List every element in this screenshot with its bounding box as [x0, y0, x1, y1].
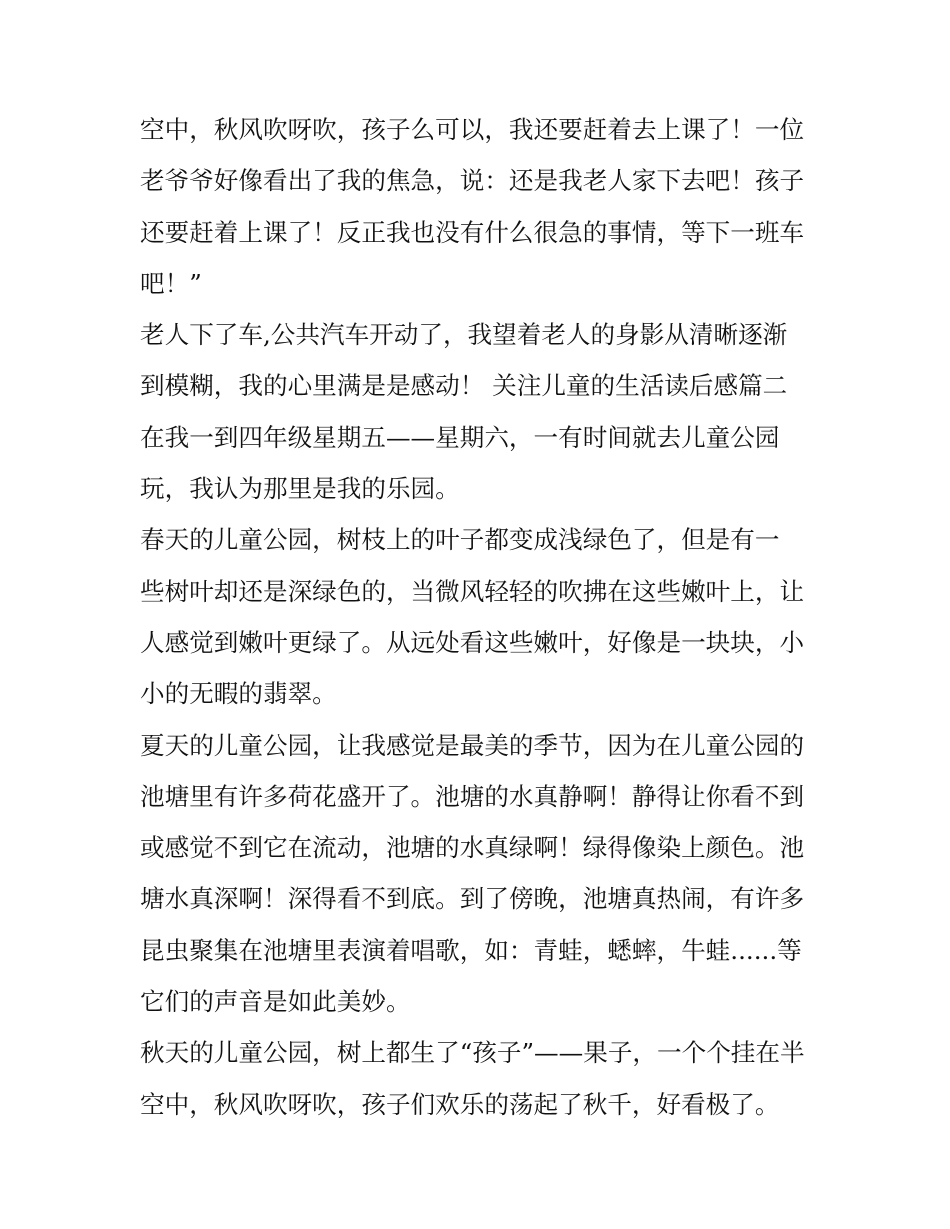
text-line: 还要赶着上课了！反正我也没有什么很急的事情，等下一班车 — [140, 217, 805, 247]
body-text — [140, 104, 820, 1130]
text-line: 些树叶却还是深绿色的，当微风轻轻的吹拂在这些嫩叶上，让 — [140, 576, 805, 606]
text-line: 昆虫聚集在池塘里表演着唱歌，如：青蛙，蟋蟀，牛蛙......等 — [140, 935, 802, 965]
text-line: 在我一到四年级星期五——星期六，一有时间就去儿童公园 — [140, 422, 780, 452]
text-line: 塘水真深啊！深得看不到底。到了傍晚，池塘真热闹，有许多 — [140, 884, 805, 914]
text-line: 秋天的儿童公园，树上都生了“孩子”——果子，一个个挂在半 — [140, 1038, 805, 1068]
text-line: 它们的声音是如此美妙。 — [140, 987, 411, 1017]
text-line: 玩，我认为那里是我的乐园。 — [140, 474, 460, 504]
text-line: 小的无暇的翡翠。 — [140, 679, 337, 709]
text-line: 空中，秋风吹呀吹，孩子么可以，我还要赶着去上课了！一位 — [140, 115, 805, 144]
text-line: 池塘里有许多荷花盛开了。池塘的水真静啊！静得让你看不到 — [140, 781, 805, 811]
text-line: 老人下了车,公共汽车开动了，我望着老人的身影从清晰逐渐 — [140, 320, 788, 350]
text-line: 春天的儿童公园，树枝上的叶子都变成浅绿色了，但是有一 — [140, 525, 780, 555]
text-line: 人感觉到嫩叶更绿了。从远处看这些嫩叶，好像是一块块，小 — [140, 627, 805, 657]
text-line: 吧！” — [140, 268, 202, 298]
text-line: 夏天的儿童公园，让我感觉是最美的季节，因为在儿童公园的 — [140, 730, 805, 760]
text-line: 空中，秋风吹呀吹，孩子们欢乐的荡起了秋千，好看极了。 — [140, 1089, 780, 1119]
text-line: 老爷爷好像看出了我的焦急，说：还是我老人家下去吧！孩子 — [140, 166, 805, 196]
text-line: 或感觉不到它在流动，池塘的水真绿啊！绿得像染上颜色。池 — [140, 833, 805, 863]
text-line: 到模糊，我的心里满是是感动！ 关注儿童的生活读后感篇二 — [140, 371, 788, 401]
